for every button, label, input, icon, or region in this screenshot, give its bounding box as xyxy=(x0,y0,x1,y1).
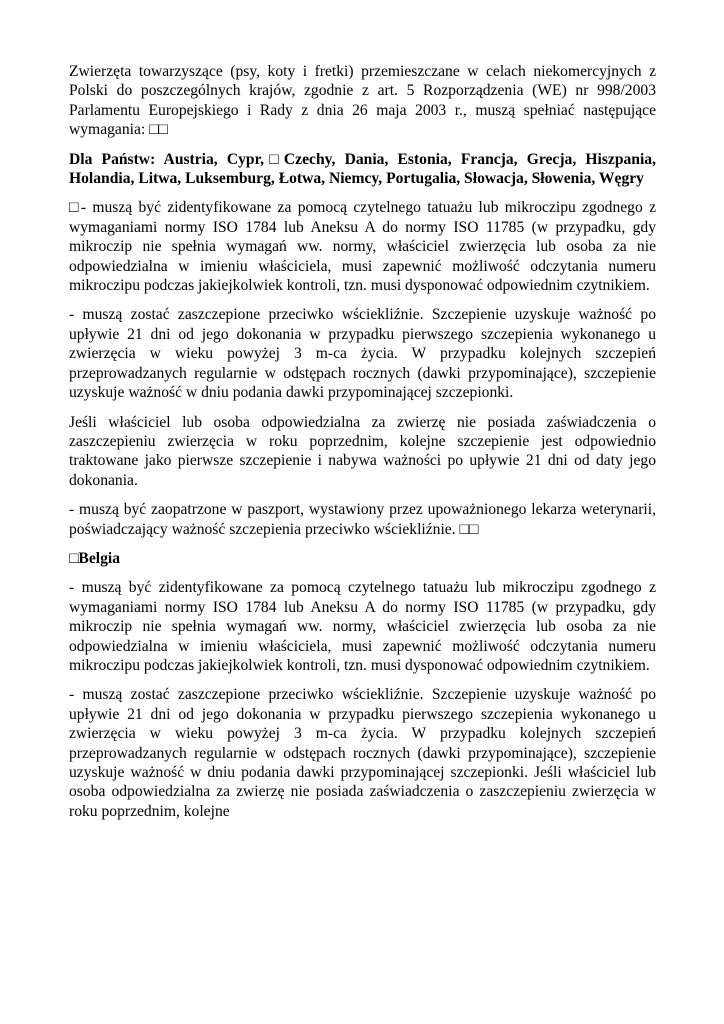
country-group-heading-1: Dla Państw: Austria, Cypr,□Czechy, Dania, Estonia, Francja, Grecja, Hiszpania, Holandia, Litwa, Luksemburg, Łotwa, Niemcy, Portugalia, Słowacja, Słowenia, Węgry xyxy=(69,150,656,188)
intro-paragraph: Zwierzęta towarzyszące (psy, koty i fretki) przemieszczane w celach niekomercyjnych z Polski do poszczególnych krajów, zgodnie z art. 5 Rozporządzenia (WE) nr 998/2003 Parlamentu Europejskiego i Rady z dnia 26 maja 2003 r., muszą spełniać następujące wymagania: □□ xyxy=(69,63,656,139)
vaccination-paragraph-1: - muszą zostać zaszczepione przeciwko wściekliźnie. Szczepienie uzyskuje ważność po upływie 21 dni od jego dokonania w przypadku pierwszego szczepienia wykonanego u zwierzęcia w wieku powyżej 3 m-ca życia. W przypadku kolejnych szczepień przeprowadzanych regularnie w odstępach rocznych (dawki przypominające), szczepienie uzyskuje ważność w dniu podania dawki przypominającej szczepionki. xyxy=(69,306,656,402)
identification-paragraph-2: - muszą być zidentyfikowane za pomocą czytelnego tatuażu lub mikroczipu zgodnego z wymaganiami normy ISO 1784 lub Aneksu A do normy ISO 11785 (w przypadku, gdy mikroczip nie spełnia wymagań ww. normy, właściciel zwierzęcia lub osoba za nie odpowiedzialna w imieniu właściciela, musi zapewnić możliwość odczytania numeru mikroczipu podczas jakiejkolwiek kontroli, tzn. musi dysponować odpowiednim czytnikiem. xyxy=(69,579,656,674)
passport-paragraph-1: - muszą być zaopatrzone w paszport, wystawiony przez upoważnionego lekarza weterynarii, poświadczający ważność szczepienia przeciwko wściekliźnie. □□ xyxy=(69,501,656,538)
country-group-heading-2: □Belgia xyxy=(69,549,120,567)
vaccination-paragraph-2: - muszą zostać zaszczepione przeciwko wściekliźnie. Szczepienie uzyskuje ważność po upływie 21 dni od jego dokonania w przypadku pierwszego szczepienia wykonanego u zwierzęcia w wieku powyżej 3 m-ca życia. W przypadku kolejnych szczepień przeprowadzanych regularnie w odstępach rocznych (dawki przypominające), szczepienie uzyskuje ważność w dniu podania dawki przypominającej szczepionki. Jeśli właściciel lub osoba odpowiedzialna za zwierzę nie posiada zaświadczenia o zaszczepieniu zwierzęcia w roku poprzednim, kolejne xyxy=(69,686,656,820)
document-page xyxy=(69,62,656,831)
no-certificate-paragraph-1: Jeśli właściciel lub osoba odpowiedzialna za zwierzę nie posiada zaświadczenia o zaszczepieniu zwierzęcia w roku poprzednim, kolejne szczepienie jest odpowiednio traktowane jako pierwsze szczepienie i nabywa ważności po upływie 21 dni od daty jego dokonania. xyxy=(69,413,656,489)
identification-paragraph-1: □- muszą być zidentyfikowane za pomocą czytelnego tatuażu lub mikroczipu zgodnego z wymaganiami normy ISO 1784 lub Aneksu A do normy ISO 11785 (w przypadku, gdy mikroczip nie spełnia wymagań ww. normy, właściciel zwierzęcia lub osoba za nie odpowiedzialna w imieniu właściciela, musi zapewnić możliwość odczytania numeru mikroczipu podczas jakiejkolwiek kontroli, tzn. musi dysponować odpowiednim czytnikiem. xyxy=(69,199,656,295)
